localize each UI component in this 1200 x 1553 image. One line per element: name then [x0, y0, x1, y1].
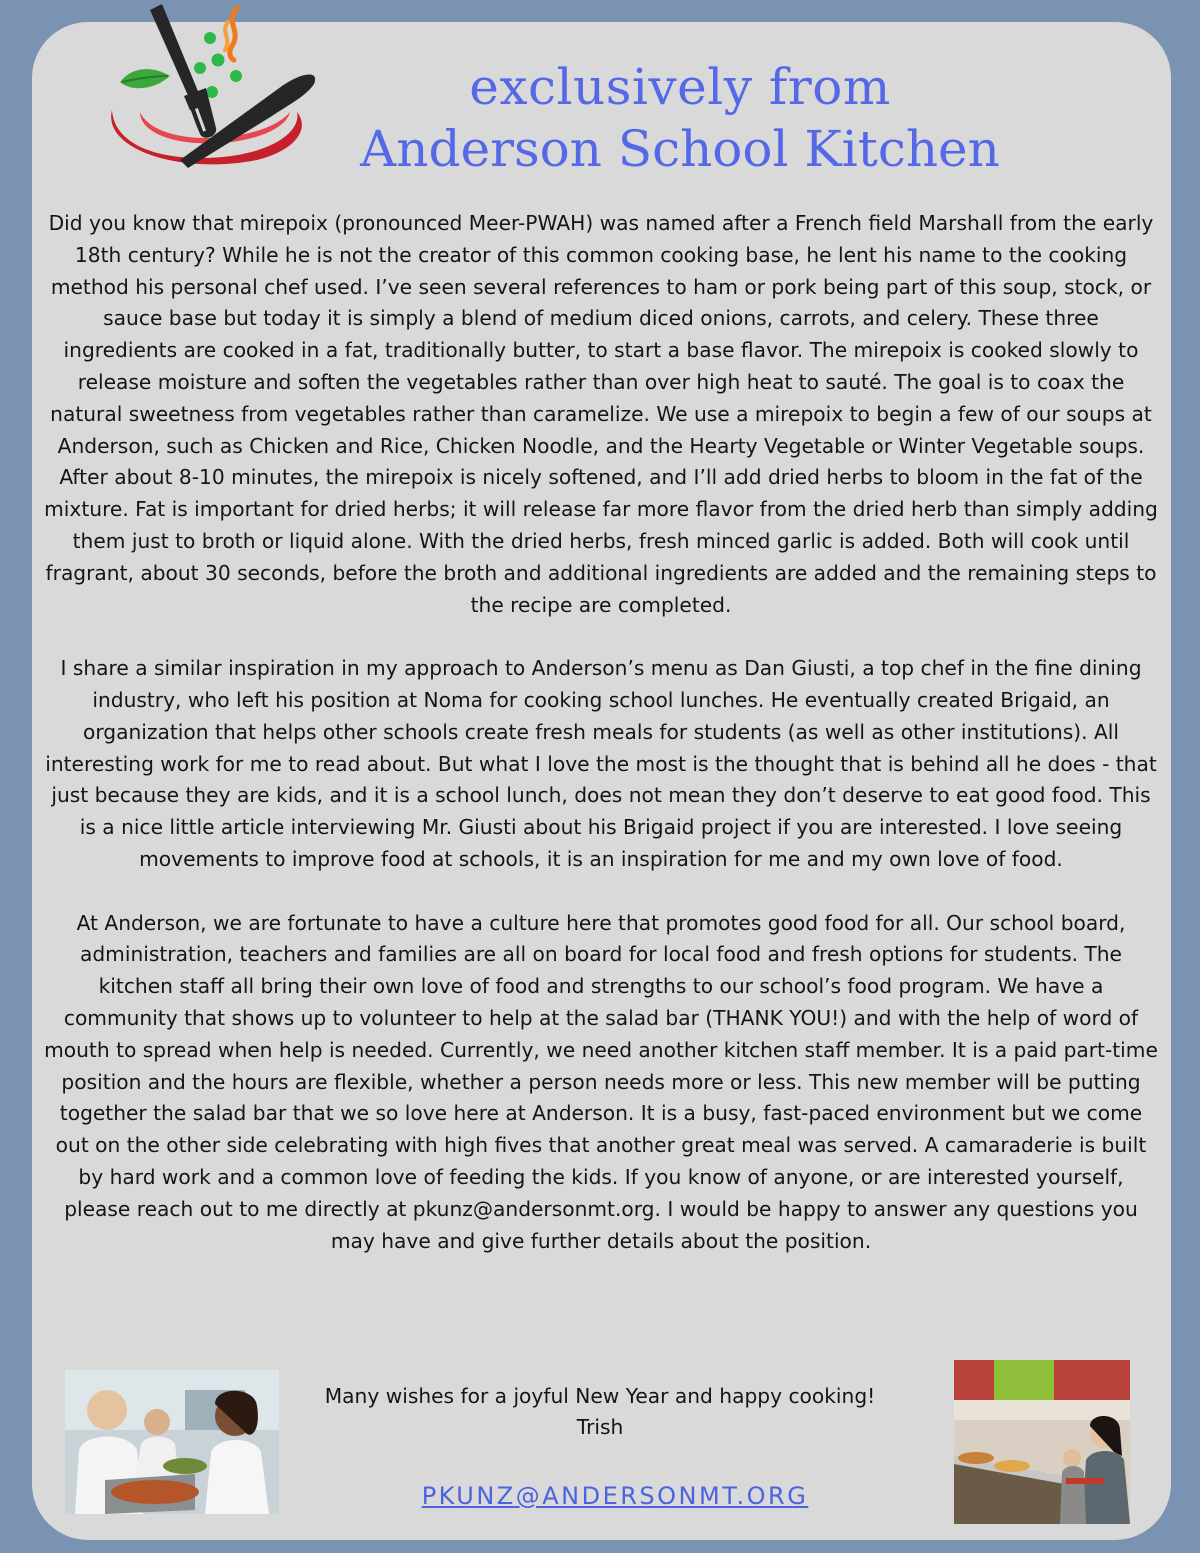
page-header	[330, 56, 1030, 180]
header-subtitle: exclusively from	[469, 58, 891, 116]
closing-message	[280, 1381, 920, 1443]
closing-wishes: Many wishes for a joyful New Year and happy cooking!	[324, 1384, 876, 1408]
kitchen-staff-photo	[65, 1370, 279, 1514]
fork-knife-plate-icon	[92, 0, 322, 178]
header-title: Anderson School Kitchen	[360, 120, 1000, 178]
email-link[interactable]: PKUNZ@ANDERSONMT.ORG	[421, 1482, 809, 1510]
paragraph-mirepoix: Did you know that mirepoix (pronounced Meer-PWAH) was named after a French field Marshall from the early 18th century? While he is not the creator of this common cooking base, he lent his name to the cooking method his personal chef used. I’ve seen several references to ham or pork being part of this soup, stock, or sauce base but today it is simply a blend of medium diced onions, carrots, and celery. These three ingredients are cooked in a fat, traditionally butter, to start a base flavor. The mirepoix is cooked slowly to release moisture and soften the vegetables rather than over high heat to sauté. The goal is to coax the natural sweetness from vegetables rather than caramelize. We use a mirepoix to begin a few of our soups at Anderson, such as Chicken and Rice, Chicken Noodle, and the Hearty Vegetable or Winter Vegetable soups. After about 8-10 minutes, the mirepoix is nicely softened, and I’ll add dried herbs to bloom in the fat of the mixture. Fat is important for dried herbs; it will release far more flavor from the dried herb than simply adding them just to broth or liquid alone. With the dried herbs, fresh minced garlic is added. Both will cook until fragrant, about 30 seconds, before the broth and additional ingredients are added and the remaining steps to the recipe are completed.	[44, 211, 1158, 617]
cafeteria-line-photo	[954, 1360, 1130, 1524]
paragraph-inspiration: I share a similar inspiration in my approach to Anderson’s menu as Dan Giusti, a top chef in the fine dining industry, who left his position at Noma for cooking school lunches. He eventually created Brigaid, an organization that helps other schools create fresh meals for students (as well as other institutions). All interesting work for me to read about. But what I love the most is the thought that is behind all he does - that just because they are kids, and it is a school lunch, does not mean they don’t deserve to eat good food. This is a nice little article interviewing Mr. Giusti about his Brigaid project if you are interested. I love seeing movements to improve food at schools, it is an inspiration for me and my own love of food.	[45, 656, 1157, 871]
paragraph-community: At Anderson, we are fortunate to have a culture here that promotes good food for all. Our school board, administration, teachers and families are all on board for local food and fresh options for students. The kitchen staff all bring their own love of food and strengths to our school’s food program. We have a community that shows up to volunteer to help at the salad bar (THANK YOU!) and with the help of word of mouth to spread when help is needed. Currently, we need another kitchen staff member. It is a paid part-time position and the hours are flexible, whether a person needs more or less. This new member will be putting together the salad bar that we so love here at Anderson. It is a busy, fast-paced environment but we come out on the other side celebrating with high fives that another great meal was served. A camaraderie is built by hard work and a common love of feeding the kids. If you know of anyone, or are interested yourself, please reach out to me directly at pkunz@andersonmt.org. I would be happy to answer any questions you may have and give further details about the position.	[44, 910, 1158, 1253]
article-body	[44, 208, 1158, 1289]
closing-signature: Trish	[576, 1415, 624, 1439]
